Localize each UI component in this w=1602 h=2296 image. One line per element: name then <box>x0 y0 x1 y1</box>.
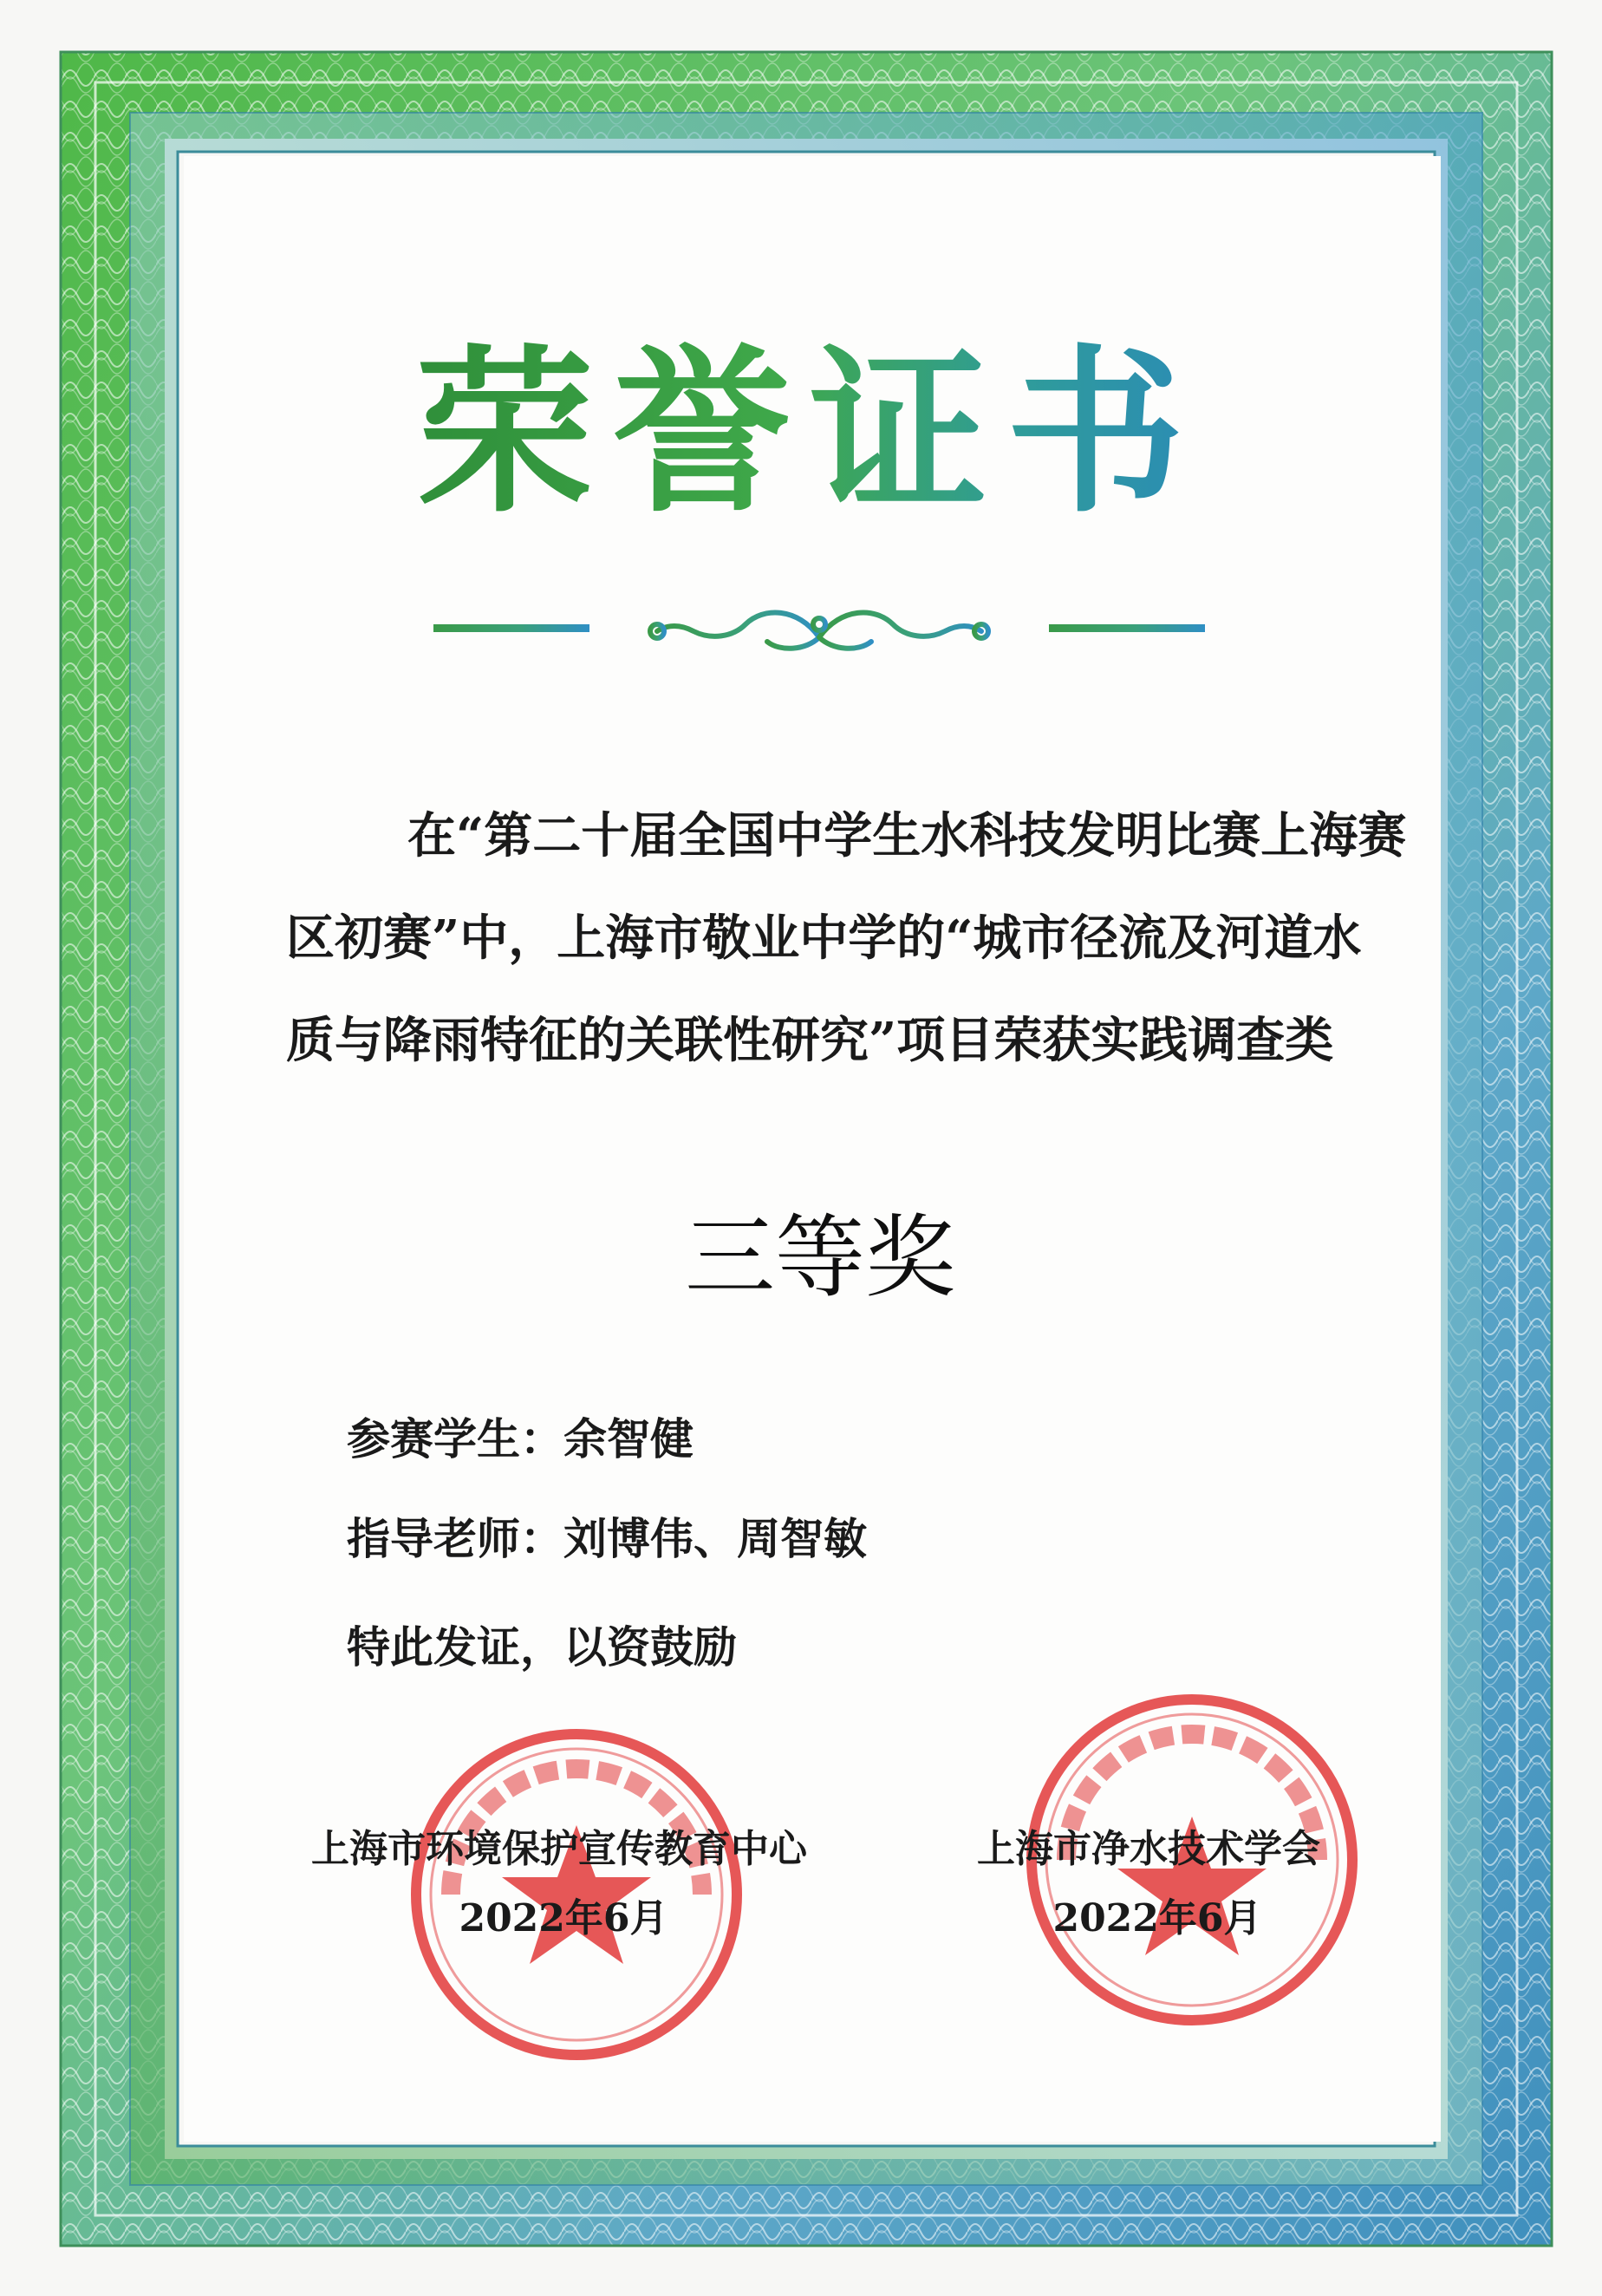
certificate-body <box>286 785 1407 1092</box>
student-name: 余智健 <box>563 1413 694 1464</box>
student-row <box>347 1409 694 1470</box>
closing-statement: 特此发证，以资鼓励 <box>347 1621 737 1673</box>
student-label: 参赛学生： <box>347 1413 563 1464</box>
award-level: 三等奖 <box>685 1204 956 1310</box>
issuer-left-date: 2022年6月 <box>459 1896 668 1941</box>
body-line: 在“第二十届全国中学生水科技发明比赛上海赛 <box>407 807 1407 864</box>
teacher-names: 刘博伟、周智敏 <box>563 1513 867 1564</box>
body-line: 质与降雨特征的关联性研究”项目荣获实践调查类 <box>286 1012 1334 1069</box>
issuer-right-name: 上海市净水技术学会 <box>977 1827 1320 1871</box>
ornament-divider <box>433 598 1205 659</box>
issuer-left-name: 上海市环境保护宣传教育中心 <box>311 1827 807 1871</box>
body-line: 区初赛”中，上海市敬业中学的“城市径流及河道水 <box>286 910 1362 967</box>
issuer-right-date: 2022年6月 <box>1052 1896 1262 1941</box>
teacher-row <box>347 1509 867 1569</box>
certificate-title: 荣誉证书 <box>416 334 1222 533</box>
teacher-label: 指导老师： <box>347 1513 563 1564</box>
